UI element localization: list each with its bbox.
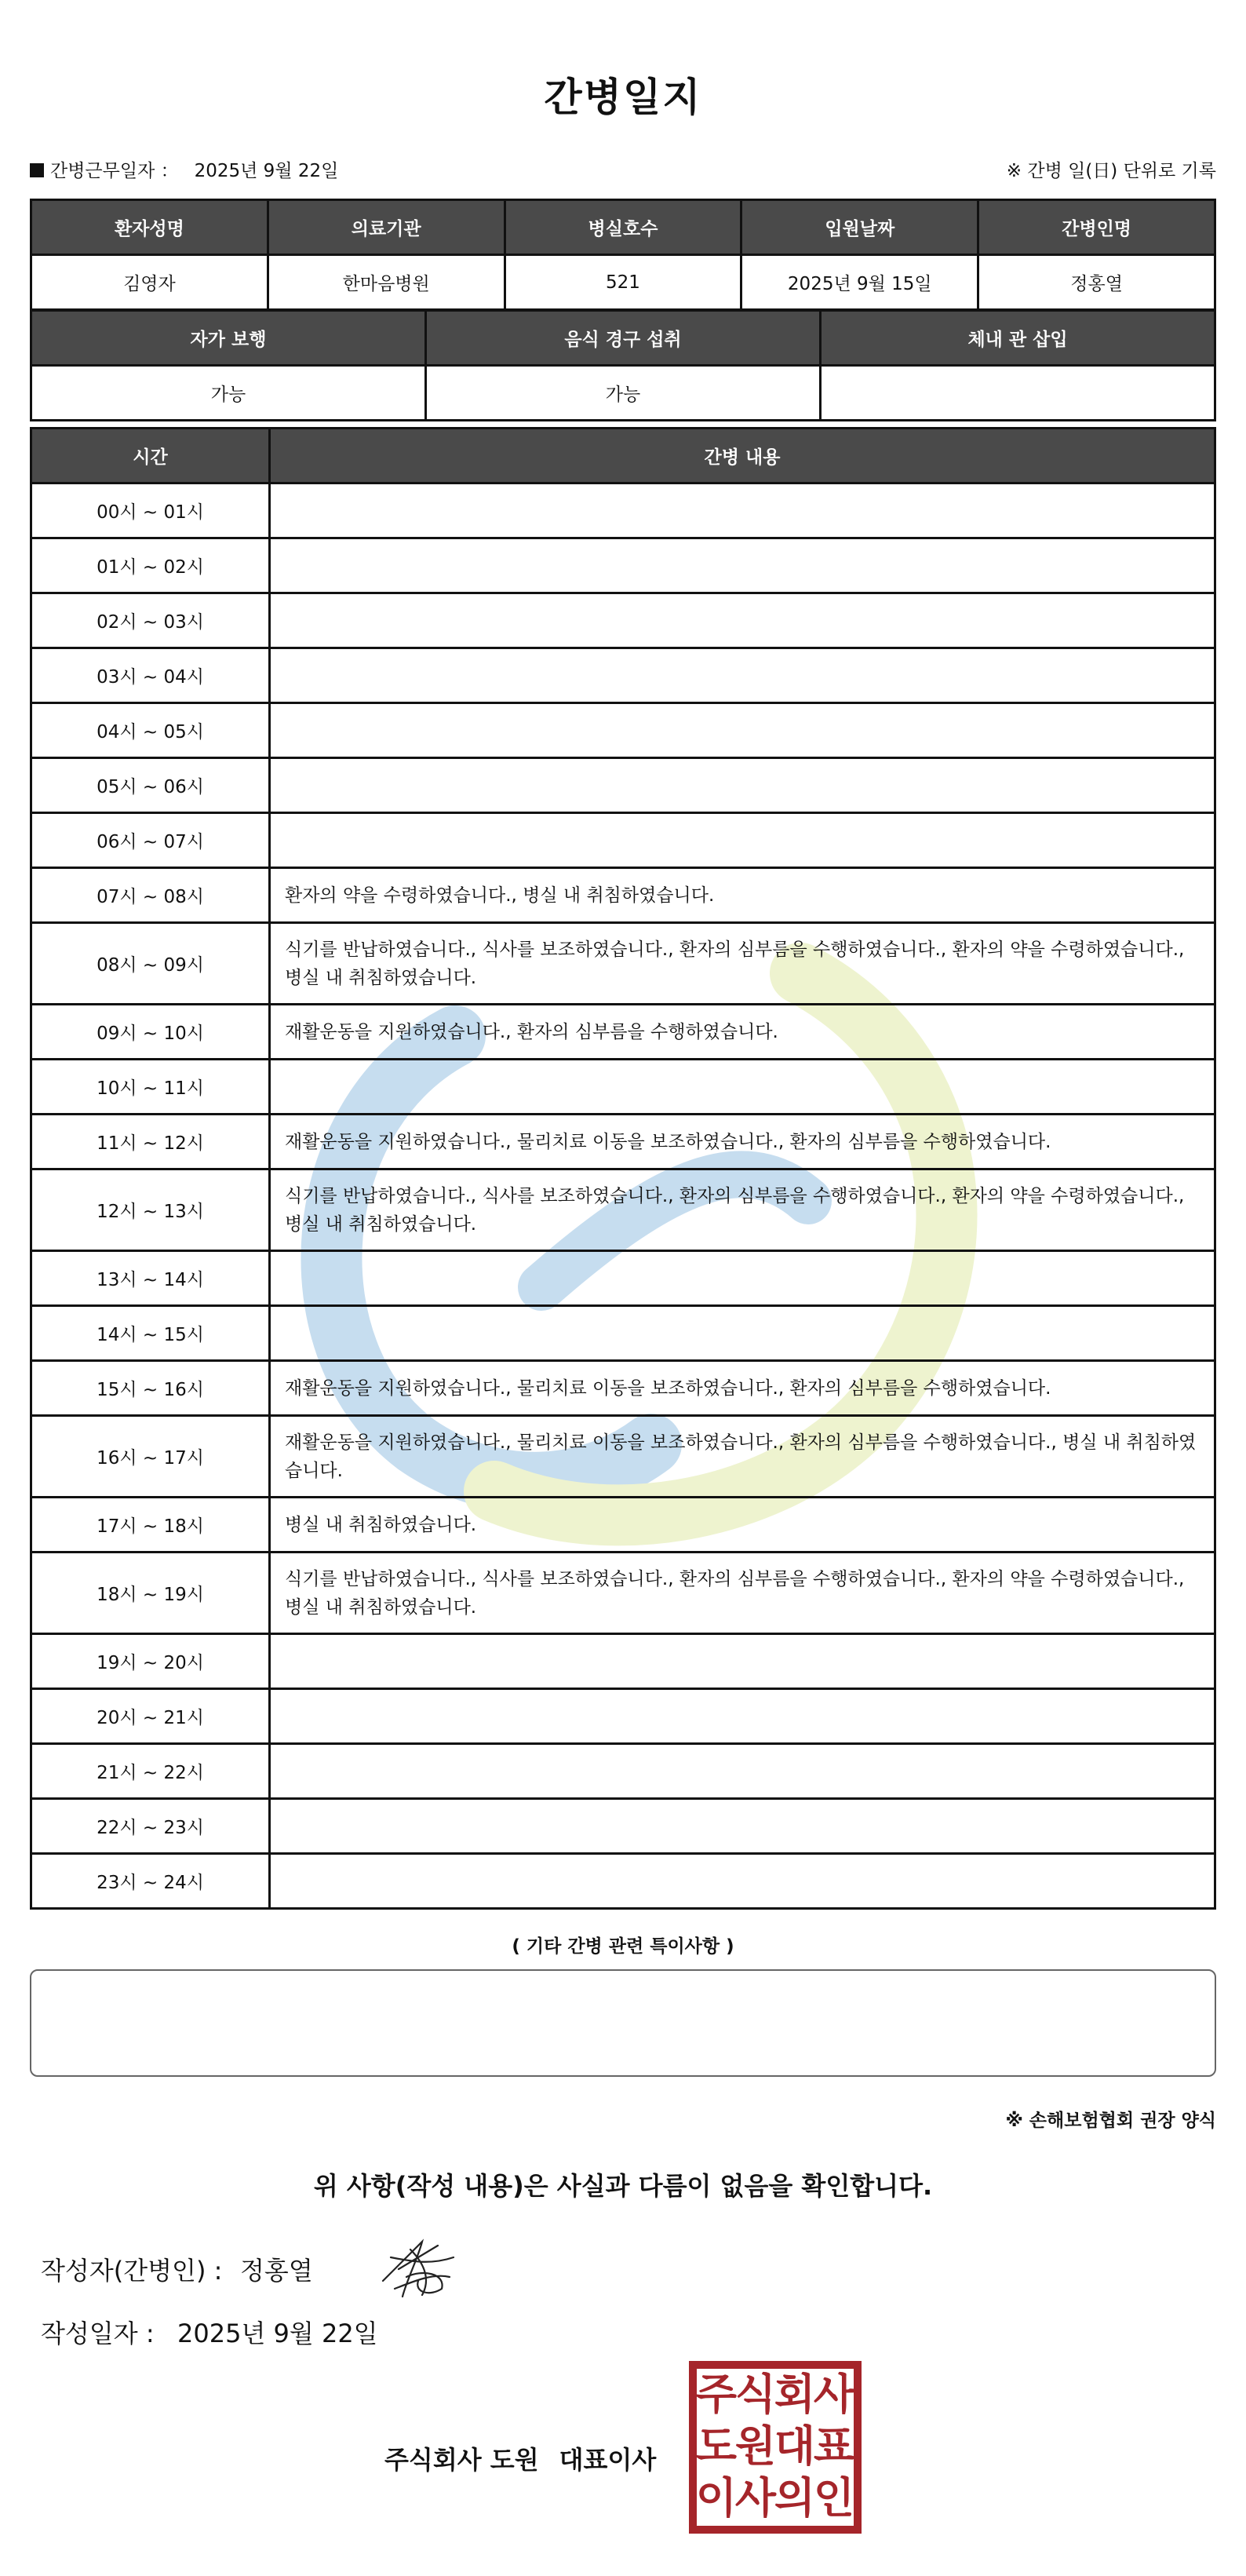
care-log-content (270, 538, 1215, 593)
care-log-row (31, 1744, 1215, 1799)
header-patient-name: 환자성명 (31, 200, 268, 255)
writer-name: 정홍열 (240, 2256, 313, 2286)
written-date-label: 작성일자 : (41, 2319, 155, 2348)
special-notes-box (30, 1969, 1216, 2077)
seal-character: 인 (813, 2472, 855, 2523)
care-log-row (31, 1854, 1215, 1909)
confirmation-statement: 위 사항(작성 내용)은 사실과 다름이 없음을 확인합니다. (313, 2171, 933, 2201)
patient-name: 김영자 (31, 255, 268, 310)
company-signature-line (384, 2440, 656, 2476)
seal-character: 사 (734, 2472, 777, 2523)
care-log-row (31, 483, 1215, 538)
care-log-time: 23시 ~ 24시 (31, 1854, 270, 1909)
care-log-time: 01시 ~ 02시 (31, 538, 270, 593)
care-log-row (31, 538, 1215, 593)
special-notes-label: ( 기타 간병 관련 특이사항 ) (512, 1936, 734, 1957)
header-admission-date: 입원날짜 (741, 200, 978, 255)
care-log-content (270, 1251, 1215, 1306)
header-room: 병실호수 (505, 200, 741, 255)
seal-character: 회 (774, 2369, 816, 2419)
company-seal-stamp (688, 2360, 862, 2534)
care-log-row (31, 868, 1215, 923)
care-log-content: 식기를 반납하였습니다., 식사를 보조하였습니다., 환자의 심부름을 수행하였습니다., 환자의 약을 수령하였습니다., 병실 내 취침하였습니다. (270, 1169, 1215, 1251)
header-care-content: 간병 내용 (270, 429, 1215, 483)
form-source-note: ※ 손해보험협회 권장 양식 (1005, 2111, 1216, 2131)
company-name: 주식회사 도원 (384, 2445, 539, 2475)
seal-character: 도 (695, 2421, 738, 2471)
care-log-row (31, 1634, 1215, 1689)
care-log-row (31, 1251, 1215, 1306)
care-log-time: 16시 ~ 17시 (31, 1416, 270, 1498)
care-log-time: 00시 ~ 01시 (31, 483, 270, 538)
care-log-row (31, 1416, 1215, 1498)
care-log-content: 재활운동을 지원하였습니다., 환자의 심부름을 수행하였습니다. (270, 1005, 1215, 1060)
header-self-walking: 자가 보행 (31, 311, 426, 366)
care-log-row (31, 923, 1215, 1005)
unit-note: ※ 간병 일(日) 단위로 기록 (1006, 161, 1216, 181)
care-log-row (31, 1060, 1215, 1115)
company-role: 대표이사 (559, 2445, 657, 2475)
room-number: 521 (505, 255, 741, 310)
care-log-content: 환자의 약을 수령하였습니다., 병실 내 취침하였습니다. (270, 868, 1215, 923)
seal-character: 식 (734, 2369, 777, 2419)
square-bullet-icon (30, 163, 44, 177)
seal-character: 의 (774, 2472, 816, 2523)
care-log-time: 06시 ~ 07시 (31, 813, 270, 868)
care-log-time: 17시 ~ 18시 (31, 1498, 270, 1553)
care-log-row (31, 813, 1215, 868)
care-log-content: 식기를 반납하였습니다., 식사를 보조하였습니다., 환자의 심부름을 수행하였습니다., 환자의 약을 수령하였습니다., 병실 내 취침하였습니다. (270, 923, 1215, 1005)
care-log-row (31, 1306, 1215, 1361)
work-date-label: 간병근무일자 ： (50, 161, 179, 181)
care-log-time: 18시 ~ 19시 (31, 1553, 270, 1634)
work-date-value: 2025년 9월 22일 (194, 161, 339, 181)
care-log-time: 14시 ~ 15시 (31, 1306, 270, 1361)
care-log-time: 21시 ~ 22시 (31, 1744, 270, 1799)
care-log-content: 식기를 반납하였습니다., 식사를 보조하였습니다., 환자의 심부름을 수행하였습니다., 환자의 약을 수령하였습니다., 병실 내 취침하였습니다. (270, 1553, 1215, 1634)
seal-character: 원 (734, 2421, 777, 2471)
document-title: 간병일지 (544, 75, 702, 120)
patient-info-table (30, 199, 1216, 311)
care-log-row (31, 593, 1215, 648)
admission-date: 2025년 9월 15일 (741, 255, 978, 310)
care-log-content (270, 703, 1215, 758)
care-log-content (270, 1060, 1215, 1115)
seal-character: 주 (695, 2369, 738, 2419)
care-log-row (31, 1115, 1215, 1169)
care-log-content (270, 1634, 1215, 1689)
written-date-value: 2025년 9월 22일 (177, 2319, 378, 2348)
care-log-time: 11시 ~ 12시 (31, 1115, 270, 1169)
care-log-content (270, 813, 1215, 868)
care-log-time: 04시 ~ 05시 (31, 703, 270, 758)
care-log-time: 07시 ~ 08시 (31, 868, 270, 923)
care-log-content (270, 1854, 1215, 1909)
care-log-time: 10시 ~ 11시 (31, 1060, 270, 1115)
care-log-content (270, 1306, 1215, 1361)
handwritten-signature (375, 2234, 461, 2301)
care-log-time: 19시 ~ 20시 (31, 1634, 270, 1689)
seal-character: 사 (813, 2369, 855, 2419)
care-log-content: 병실 내 취침하였습니다. (270, 1498, 1215, 1553)
care-log-row (31, 1689, 1215, 1744)
writer-line (41, 2251, 313, 2287)
care-log-content (270, 648, 1215, 703)
seal-character: 대 (774, 2421, 816, 2471)
care-log-time: 09시 ~ 10시 (31, 1005, 270, 1060)
care-log-time: 02시 ~ 03시 (31, 593, 270, 648)
care-log-content (270, 758, 1215, 813)
work-date (30, 156, 338, 182)
care-log-row (31, 1799, 1215, 1854)
care-log-row (31, 1005, 1215, 1060)
care-log-time: 12시 ~ 13시 (31, 1169, 270, 1251)
seal-character: 이 (695, 2472, 738, 2523)
care-log-row (31, 758, 1215, 813)
care-log-time: 15시 ~ 16시 (31, 1361, 270, 1416)
care-log-row (31, 1361, 1215, 1416)
care-log-content (270, 1799, 1215, 1854)
care-log-content (270, 1744, 1215, 1799)
care-log-content: 재활운동을 지원하였습니다., 물리치료 이동을 보조하였습니다., 환자의 심부름을 수행하였습니다., 병실 내 취침하였습니다. (270, 1416, 1215, 1498)
oral-intake-value: 가능 (426, 366, 821, 421)
care-log-table (30, 427, 1216, 1910)
care-log-content: 재활운동을 지원하였습니다., 물리치료 이동을 보조하였습니다., 환자의 심부름을 수행하였습니다. (270, 1115, 1215, 1169)
care-log-time: 13시 ~ 14시 (31, 1251, 270, 1306)
patient-status-table (30, 309, 1216, 421)
caregiver-name: 정홍열 (978, 255, 1215, 310)
header-hospital: 의료기관 (268, 200, 505, 255)
care-log-time: 08시 ~ 09시 (31, 923, 270, 1005)
care-log-row (31, 1553, 1215, 1634)
care-log-row (31, 703, 1215, 758)
hospital-name: 한마음병원 (268, 255, 505, 310)
writer-label: 작성자(간병인) : (41, 2256, 223, 2286)
care-log-content (270, 483, 1215, 538)
care-log-row (31, 1498, 1215, 1553)
self-walking-value: 가능 (31, 366, 426, 421)
written-date-line (41, 2314, 378, 2350)
care-log-content (270, 593, 1215, 648)
tube-insertion-value (821, 366, 1215, 421)
header-oral-intake: 음식 경구 섭취 (426, 311, 821, 366)
care-log-row (31, 1169, 1215, 1251)
care-log-content (270, 1689, 1215, 1744)
care-log-time: 05시 ~ 06시 (31, 758, 270, 813)
header-tube-insertion: 체내 관 삽입 (821, 311, 1215, 366)
header-time: 시간 (31, 429, 270, 483)
header-caregiver: 간병인명 (978, 200, 1215, 255)
care-log-time: 22시 ~ 23시 (31, 1799, 270, 1854)
seal-character: 표 (813, 2421, 855, 2471)
care-log-time: 03시 ~ 04시 (31, 648, 270, 703)
care-log-row (31, 648, 1215, 703)
care-log-content: 재활운동을 지원하였습니다., 물리치료 이동을 보조하였습니다., 환자의 심부름을 수행하였습니다. (270, 1361, 1215, 1416)
care-log-time: 20시 ~ 21시 (31, 1689, 270, 1744)
